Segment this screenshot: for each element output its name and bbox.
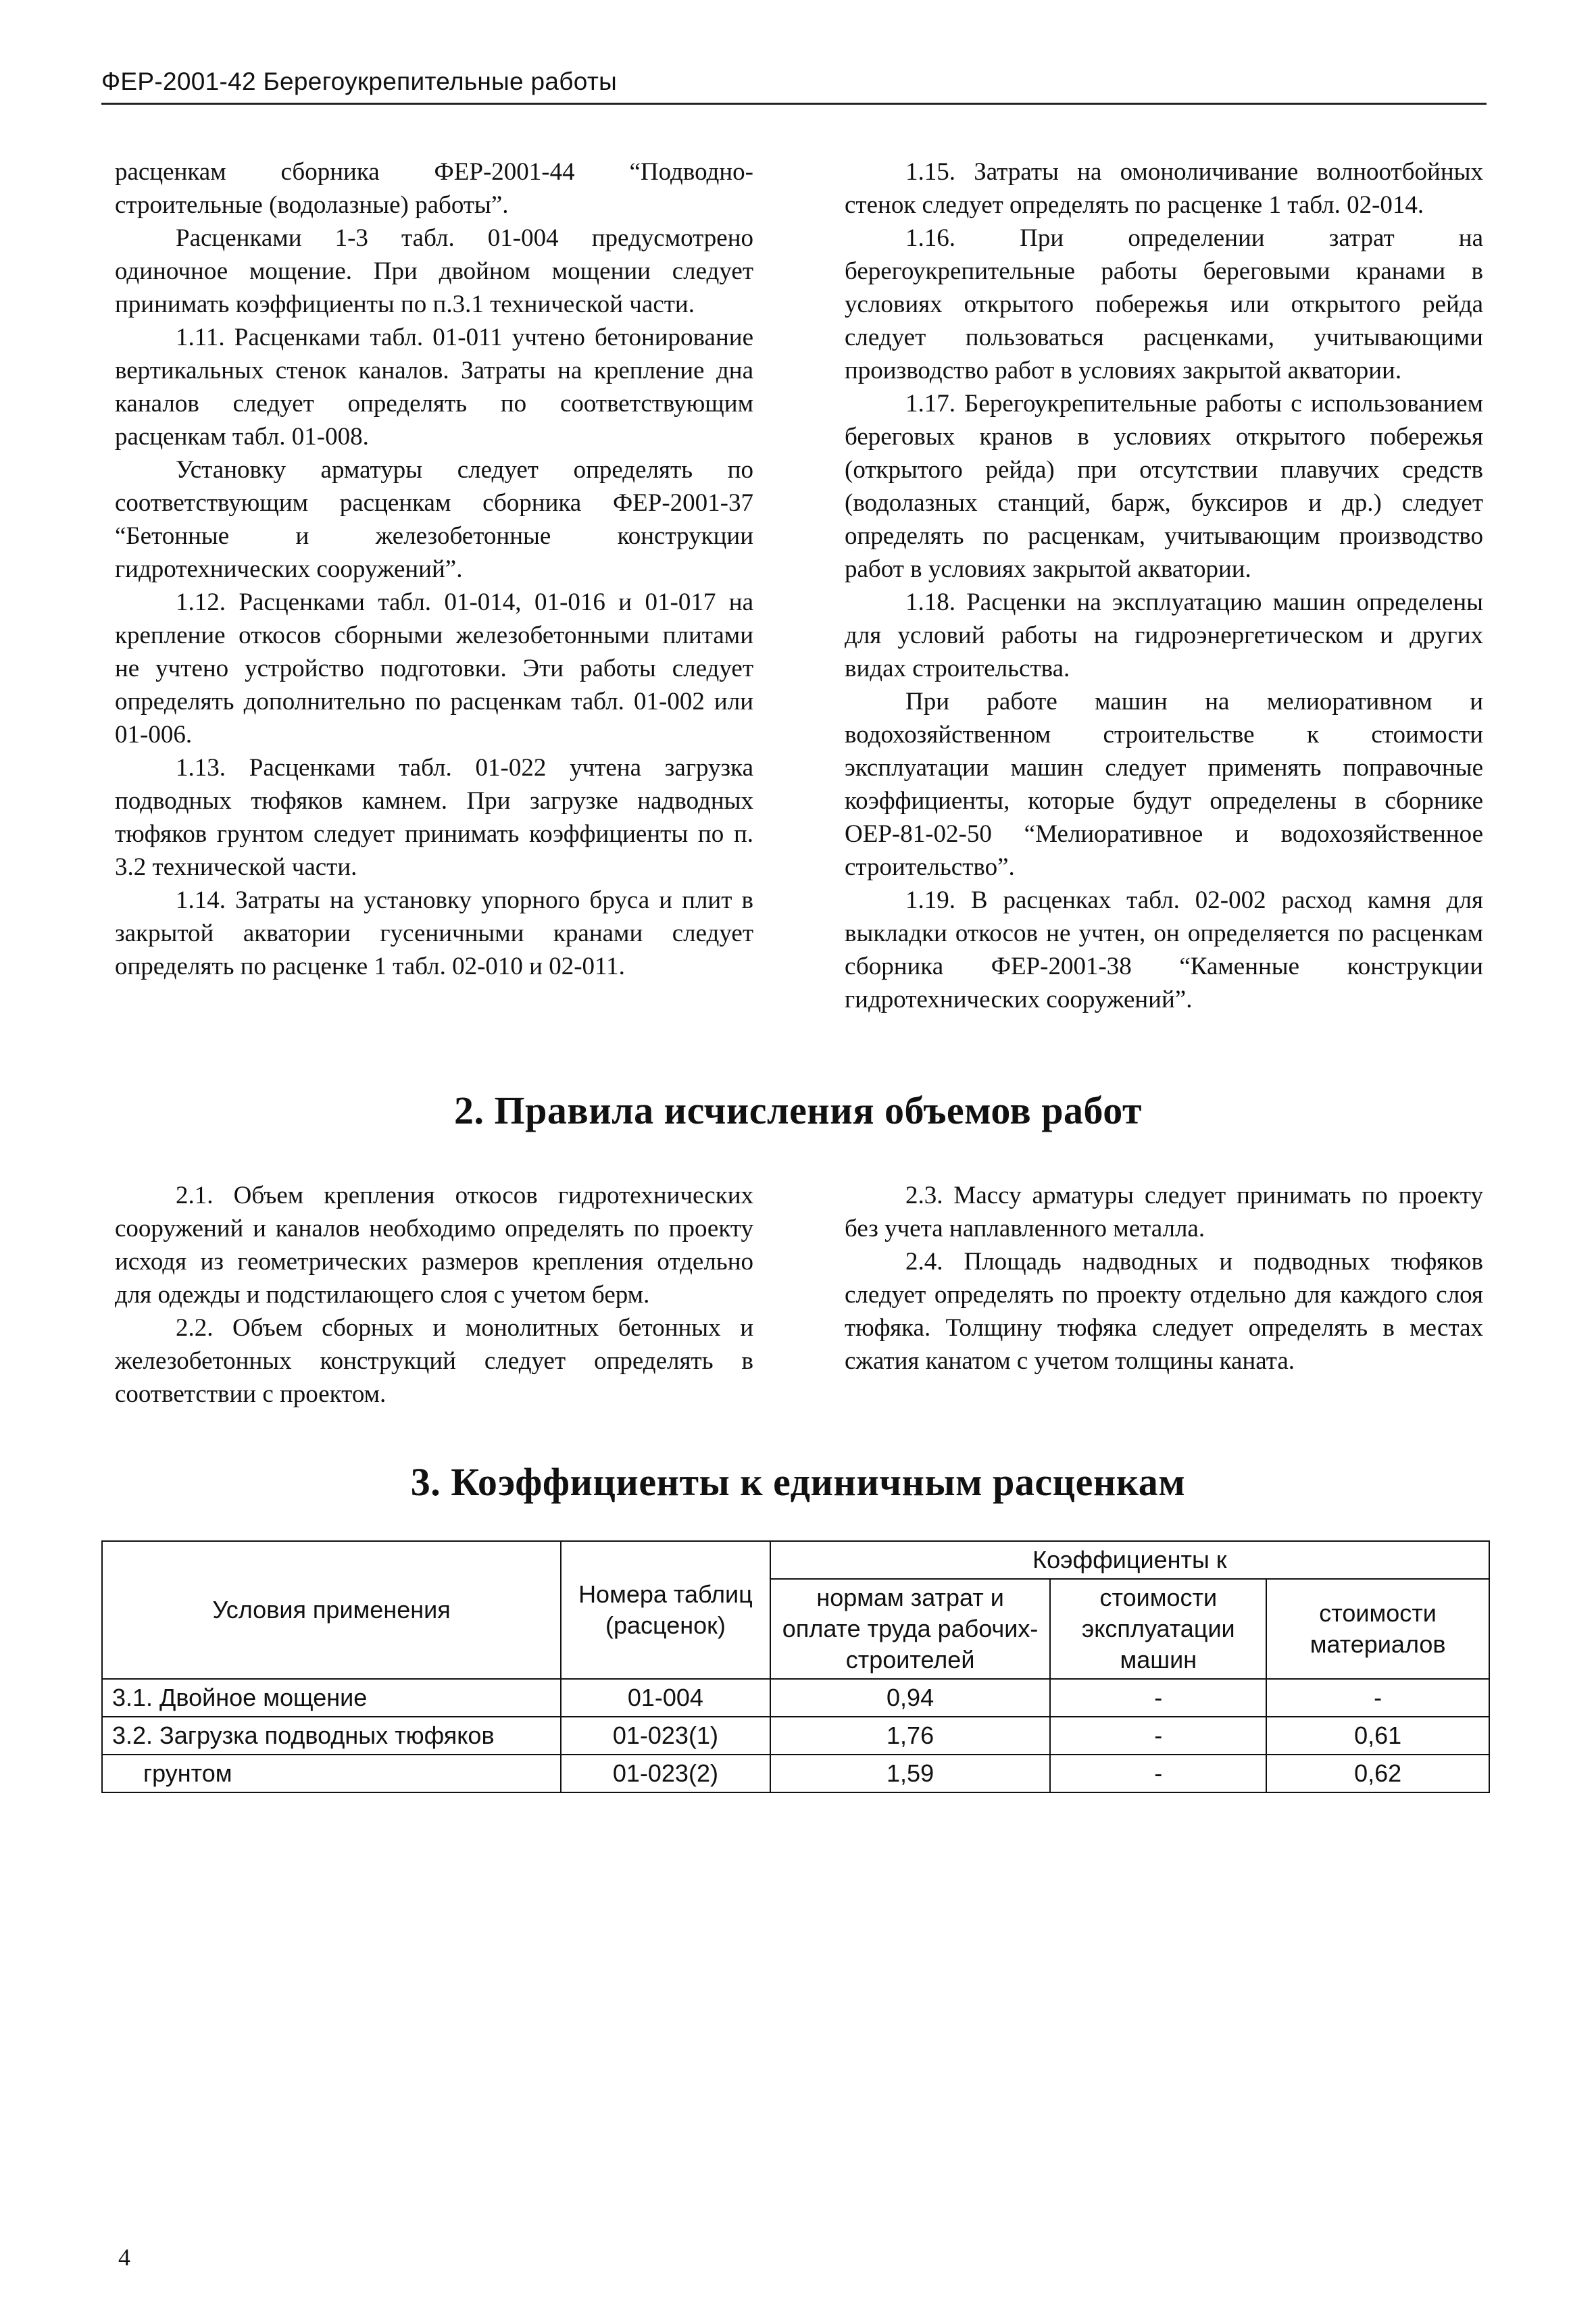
top-right-column [845,155,1483,1016]
paragraph: 1.15. Затраты на омоноличивание волноотбойных стенок следует определять по расценке 1 табл. 02-014. [845,158,1483,219]
cell-labor: 1,76 [770,1717,1051,1755]
section-2-right-column [845,1179,1483,1378]
paragraph: 1.16. При определении затрат на берегоукрепительные работы береговыми кранами в условиях открытого побережья или открытого рейда следует пользоваться расценками, учитывающими производство работ в условиях закрытой акватории. [845,224,1483,384]
paragraph: 1.14. Затраты на установку упорного бруса и плит в закрытой акватории гусеничными кранами следует определять по расценке 1 табл. 02-010 и 02-011. [115,886,753,980]
paragraph: 1.19. В расценках табл. 02-002 расход камня для выкладки откосов не учтен, он определяется по расценкам сборника ФЕР-2001-38 “Каменные конструкции гидротехнических сооружений”. [845,886,1483,1013]
header-conditions: Условия применения [102,1541,561,1679]
cell-condition: грунтом [102,1755,561,1792]
cell-materials: - [1266,1679,1489,1717]
paragraph: 2.3. Массу арматуры следует принимать по проекту без учета наплавленного металла. [845,1182,1483,1242]
paragraph: 2.4. Площадь надводных и подводных тюфяков следует определять по проекту отдельно для каждого слоя тюфяка. Толщину тюфяка следует определять в местах сжатия канатом с учетом толщины каната. [845,1248,1483,1375]
header-materials: стоимости материалов [1266,1579,1489,1679]
paragraph: 1.17. Берегоукрепительные работы с использованием береговых кранов в условиях открытого побережья (открытого рейда) при отсутствии плавучих средств (водолазных станций, барж, буксиров и др.) следует определять по расценкам, учитывающим производство работ в условиях закрытой акватории. [845,390,1483,583]
cell-materials: 0,62 [1266,1755,1489,1792]
paragraph: 1.18. Расценки на эксплуатацию машин определены для условий работы на гидроэнергетическом и других видах строительства. [845,588,1483,682]
paragraph: расценкам сборника ФЕР-2001-44 “Подводно-строительные (водолазные) работы”. [115,158,753,219]
section-3-title: 3. Коэффициенты к единичным расценкам [410,1460,1186,1504]
paragraph: 1.11. Расценками табл. 01-011 учтено бетонирование вертикальных стенок каналов. Затраты на крепление дна каналов следует определять по соответствующим расценкам табл. 01-008. [115,324,753,451]
header-labor: нормам затрат и оплате труда рабочих-строителей [770,1579,1051,1679]
header-machines: стоимости эксплуатации машин [1050,1579,1266,1679]
paragraph: При работе машин на мелиоративном и водохозяйственном строительстве к стоимости эксплуатации машин следует применять поправочные коэффициенты, которые будут определены в сборнике ОЕР-81-02-50 “Мелиоративное и водохозяйственное строительство”. [845,688,1483,881]
paragraph: Расценками 1-3 табл. 01-004 предусмотрено одиночное мощение. При двойном мощении следует принимать коэффициенты по п.3.1 технической части. [115,224,753,318]
cell-condition: 3.2. Загрузка подводных тюфяков [102,1717,561,1755]
cell-machines: - [1050,1717,1266,1755]
cell-table-number: 01-004 [561,1679,770,1717]
cell-machines: - [1050,1755,1266,1792]
paragraph: 1.12. Расценками табл. 01-014, 01-016 и 01-017 на крепление откосов сборными железобетонными плитами не учтено устройство подготовки. Эти работы следует определять дополнительно по расценкам табл. 01-002 или 01-006. [115,588,753,749]
top-left-column [115,155,753,983]
cell-table-number: 01-023(2) [561,1755,770,1792]
section-2-title: 2. Правила исчисления объемов работ [454,1088,1142,1132]
page-number: 4 [118,2244,130,2271]
header-coefficients-group: Коэффициенты к [770,1541,1489,1579]
page-header [101,68,1487,105]
header-title: ФЕР-2001-42 Берегоукрепительные работы [101,68,617,95]
coefficients-table [101,1540,1490,1793]
table-row [102,1679,1489,1717]
cell-table-number: 01-023(1) [561,1717,770,1755]
paragraph: Установку арматуры следует определять по соответствующим расценкам сборника ФЕР-2001-37 “Бетонные и железобетонные конструкции гидротехнических сооружений”. [115,456,753,583]
paragraph: 2.2. Объем сборных и монолитных бетонных и железобетонных конструкций следует определять в соответствии с проектом. [115,1314,753,1408]
section-2-left-column [115,1179,753,1411]
cell-machines: - [1050,1679,1266,1717]
paragraph: 2.1. Объем крепления откосов гидротехнических сооружений и каналов необходимо определять по проекту исходя из геометрических размеров крепления отдельно для одежды и подстилающего слоя с учетом берм. [115,1182,753,1309]
header-table-numbers: Номера таблиц (расценок) [561,1541,770,1679]
cell-labor: 0,94 [770,1679,1051,1717]
cell-labor: 1,59 [770,1755,1051,1792]
cell-materials: 0,61 [1266,1717,1489,1755]
table-row [102,1755,1489,1792]
cell-condition: 3.1. Двойное мощение [102,1679,561,1717]
table-row [102,1717,1489,1755]
paragraph: 1.13. Расценками табл. 01-022 учтена загрузка подводных тюфяков камнем. При загрузке надводных тюфяков грунтом следует принимать коэффициенты по п. 3.2 технической части. [115,754,753,881]
